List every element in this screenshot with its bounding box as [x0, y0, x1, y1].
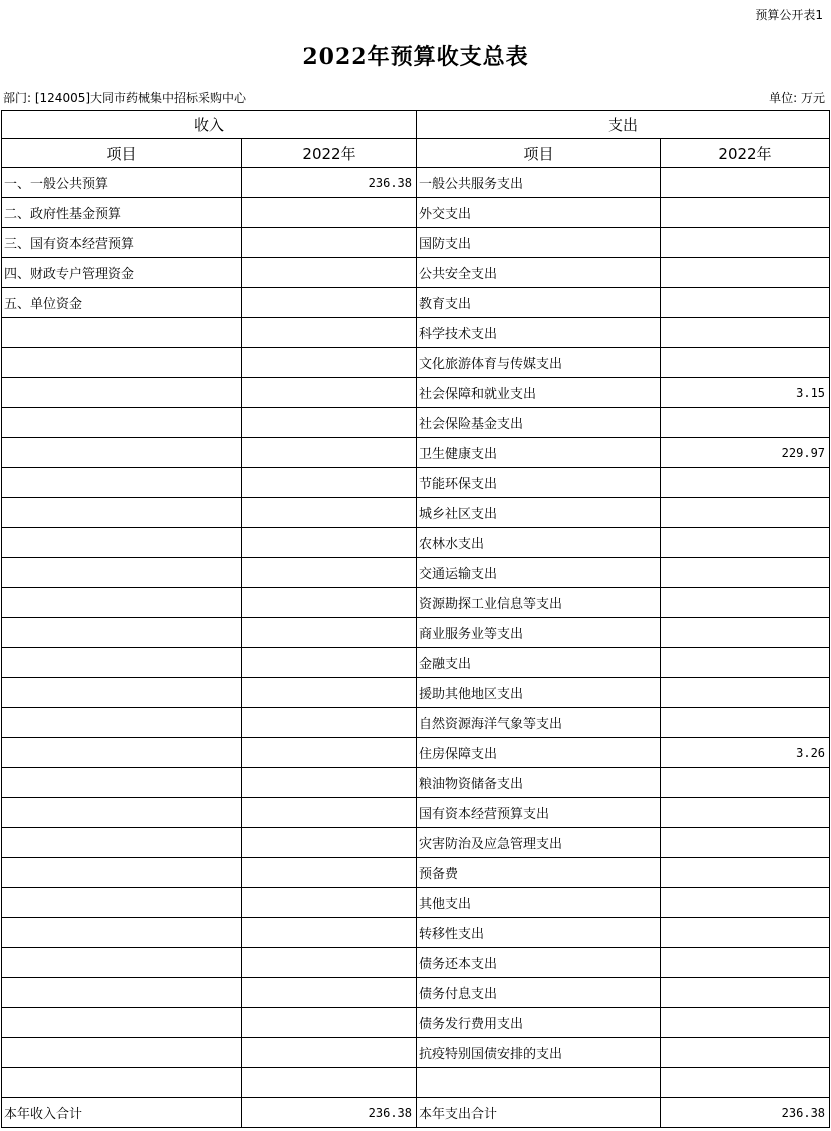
expense-value-cell — [661, 618, 830, 648]
expense-header: 支出 — [417, 111, 830, 139]
income-value-cell — [242, 228, 417, 258]
expense-value-cell — [661, 1008, 830, 1038]
income-item-cell — [2, 948, 242, 978]
table-group-header — [2, 111, 830, 139]
table-row — [2, 168, 830, 198]
income-value-cell — [242, 498, 417, 528]
income-item-cell — [2, 618, 242, 648]
table-row — [2, 678, 830, 708]
income-value-cell — [242, 618, 417, 648]
table-row — [2, 318, 830, 348]
income-value-cell — [242, 1008, 417, 1038]
expense-item-cell: 公共安全支出 — [417, 258, 661, 288]
income-header: 收入 — [2, 111, 417, 139]
table-row — [2, 588, 830, 618]
table-body — [2, 168, 830, 1098]
expense-value-cell — [661, 198, 830, 228]
income-item-cell — [2, 1008, 242, 1038]
income-item-cell: 三、国有资本经营预算 — [2, 228, 242, 258]
income-total-label: 本年收入合计 — [2, 1098, 242, 1128]
expense-item-cell: 自然资源海洋气象等支出 — [417, 708, 661, 738]
table-row — [2, 258, 830, 288]
expense-value-cell — [661, 858, 830, 888]
income-value-cell: 236.38 — [242, 168, 417, 198]
income-item-cell: 五、单位资金 — [2, 288, 242, 318]
budget-table — [1, 110, 830, 1128]
table-row — [2, 438, 830, 468]
income-value-cell — [242, 1038, 417, 1068]
expense-total-value: 236.38 — [661, 1098, 830, 1128]
expense-value-cell — [661, 408, 830, 438]
expense-value-cell: 229.97 — [661, 438, 830, 468]
expense-value-cell — [661, 588, 830, 618]
expense-item-cell: 国防支出 — [417, 228, 661, 258]
expense-value-cell — [661, 258, 830, 288]
income-value-cell — [242, 1068, 417, 1098]
income-item-cell — [2, 318, 242, 348]
expense-value-cell — [661, 948, 830, 978]
table-row — [2, 828, 830, 858]
expense-value-cell — [661, 978, 830, 1008]
income-item-cell — [2, 858, 242, 888]
expense-value-cell: 3.26 — [661, 738, 830, 768]
table-row — [2, 228, 830, 258]
expense-item-cell: 外交支出 — [417, 198, 661, 228]
income-value-cell — [242, 588, 417, 618]
income-item-cell — [2, 558, 242, 588]
table-row — [2, 198, 830, 228]
table-row — [2, 1038, 830, 1068]
income-item-cell: 一、一般公共预算 — [2, 168, 242, 198]
income-value-cell — [242, 378, 417, 408]
table-row — [2, 408, 830, 438]
expense-item-cell: 一般公共服务支出 — [417, 168, 661, 198]
expense-value-cell — [661, 288, 830, 318]
income-value-cell — [242, 318, 417, 348]
table-row — [2, 618, 830, 648]
income-item-cell — [2, 918, 242, 948]
table-row — [2, 768, 830, 798]
expense-value-cell — [661, 318, 830, 348]
expense-item-cell: 城乡社区支出 — [417, 498, 661, 528]
table-row — [2, 288, 830, 318]
expense-item-cell: 节能环保支出 — [417, 468, 661, 498]
income-item-cell — [2, 468, 242, 498]
expense-value-cell — [661, 678, 830, 708]
income-item-header: 项目 — [2, 139, 242, 168]
income-value-cell — [242, 768, 417, 798]
expense-value-cell — [661, 348, 830, 378]
income-value-cell — [242, 888, 417, 918]
table-row — [2, 498, 830, 528]
expense-item-cell: 粮油物资储备支出 — [417, 768, 661, 798]
expense-item-cell: 国有资本经营预算支出 — [417, 798, 661, 828]
income-item-cell — [2, 648, 242, 678]
expense-value-cell — [661, 168, 830, 198]
expense-item-cell: 住房保障支出 — [417, 738, 661, 768]
expense-item-cell: 金融支出 — [417, 648, 661, 678]
income-item-cell: 二、政府性基金预算 — [2, 198, 242, 228]
expense-value-cell: 3.15 — [661, 378, 830, 408]
income-item-cell — [2, 978, 242, 1008]
table-row — [2, 888, 830, 918]
table-row — [2, 1068, 830, 1098]
income-value-cell — [242, 918, 417, 948]
table-row — [2, 648, 830, 678]
table-row — [2, 858, 830, 888]
expense-value-cell — [661, 768, 830, 798]
income-value-cell — [242, 948, 417, 978]
expense-item-cell: 科学技术支出 — [417, 318, 661, 348]
income-value-cell — [242, 858, 417, 888]
expense-item-cell: 农林水支出 — [417, 528, 661, 558]
income-item-cell — [2, 708, 242, 738]
expense-item-cell: 预备费 — [417, 858, 661, 888]
expense-item-header: 项目 — [417, 139, 661, 168]
income-value-cell — [242, 558, 417, 588]
expense-item-cell: 其他支出 — [417, 888, 661, 918]
income-value-cell — [242, 288, 417, 318]
expense-total-label: 本年支出合计 — [417, 1098, 661, 1128]
expense-item-cell: 援助其他地区支出 — [417, 678, 661, 708]
expense-value-cell — [661, 228, 830, 258]
income-value-cell — [242, 468, 417, 498]
income-value-cell — [242, 678, 417, 708]
page-title: 2022年预算收支总表 — [302, 44, 529, 70]
income-item-cell: 四、财政专户管理资金 — [2, 258, 242, 288]
expense-item-cell: 债务发行费用支出 — [417, 1008, 661, 1038]
table-row — [2, 708, 830, 738]
income-item-cell — [2, 528, 242, 558]
expense-item-cell: 转移性支出 — [417, 918, 661, 948]
table-column-header — [2, 139, 830, 168]
expense-value-cell — [661, 1068, 830, 1098]
income-item-cell — [2, 438, 242, 468]
totals-row — [2, 1098, 830, 1128]
expense-value-cell — [661, 648, 830, 678]
income-value-cell — [242, 648, 417, 678]
expense-item-cell — [417, 1068, 661, 1098]
expense-value-cell — [661, 918, 830, 948]
table-row — [2, 468, 830, 498]
expense-value-cell — [661, 1038, 830, 1068]
table-row — [2, 378, 830, 408]
department-label: 部门: [124005]大同市药械集中招标采购中心 — [3, 91, 247, 105]
table-row — [2, 798, 830, 828]
table-row — [2, 558, 830, 588]
expense-value-cell — [661, 498, 830, 528]
table-row — [2, 978, 830, 1008]
expense-item-cell: 资源勘探工业信息等支出 — [417, 588, 661, 618]
income-value-cell — [242, 408, 417, 438]
income-item-cell — [2, 378, 242, 408]
expense-value-cell — [661, 798, 830, 828]
form-tag: 预算公开表1 — [755, 8, 823, 22]
expense-item-cell: 抗疫特别国债安排的支出 — [417, 1038, 661, 1068]
income-item-cell — [2, 408, 242, 438]
income-item-cell — [2, 678, 242, 708]
expense-item-cell: 交通运输支出 — [417, 558, 661, 588]
income-year-header: 2022年 — [242, 139, 417, 168]
expense-item-cell: 文化旅游体育与传媒支出 — [417, 348, 661, 378]
table-row — [2, 738, 830, 768]
expense-item-cell: 卫生健康支出 — [417, 438, 661, 468]
income-value-cell — [242, 708, 417, 738]
expense-item-cell: 社会保障和就业支出 — [417, 378, 661, 408]
income-value-cell — [242, 528, 417, 558]
income-item-cell — [2, 1068, 242, 1098]
income-item-cell — [2, 1038, 242, 1068]
income-value-cell — [242, 978, 417, 1008]
expense-value-cell — [661, 828, 830, 858]
unit-label: 单位: 万元 — [769, 91, 825, 105]
income-item-cell — [2, 738, 242, 768]
income-item-cell — [2, 828, 242, 858]
income-value-cell — [242, 348, 417, 378]
expense-year-header: 2022年 — [661, 139, 830, 168]
expense-item-cell: 灾害防治及应急管理支出 — [417, 828, 661, 858]
income-value-cell — [242, 828, 417, 858]
expense-value-cell — [661, 528, 830, 558]
income-item-cell — [2, 888, 242, 918]
expense-item-cell: 商业服务业等支出 — [417, 618, 661, 648]
income-value-cell — [242, 258, 417, 288]
table-row — [2, 1008, 830, 1038]
expense-value-cell — [661, 468, 830, 498]
income-item-cell — [2, 768, 242, 798]
income-item-cell — [2, 348, 242, 378]
expense-value-cell — [661, 888, 830, 918]
expense-item-cell: 债务还本支出 — [417, 948, 661, 978]
expense-item-cell: 教育支出 — [417, 288, 661, 318]
table-row — [2, 948, 830, 978]
expense-value-cell — [661, 708, 830, 738]
expense-item-cell: 社会保险基金支出 — [417, 408, 661, 438]
income-total-value: 236.38 — [242, 1098, 417, 1128]
income-value-cell — [242, 198, 417, 228]
table-row — [2, 528, 830, 558]
table-row — [2, 918, 830, 948]
income-item-cell — [2, 588, 242, 618]
income-value-cell — [242, 438, 417, 468]
income-value-cell — [242, 738, 417, 768]
income-item-cell — [2, 798, 242, 828]
table-row — [2, 348, 830, 378]
expense-item-cell: 债务付息支出 — [417, 978, 661, 1008]
income-value-cell — [242, 798, 417, 828]
income-item-cell — [2, 498, 242, 528]
expense-value-cell — [661, 558, 830, 588]
